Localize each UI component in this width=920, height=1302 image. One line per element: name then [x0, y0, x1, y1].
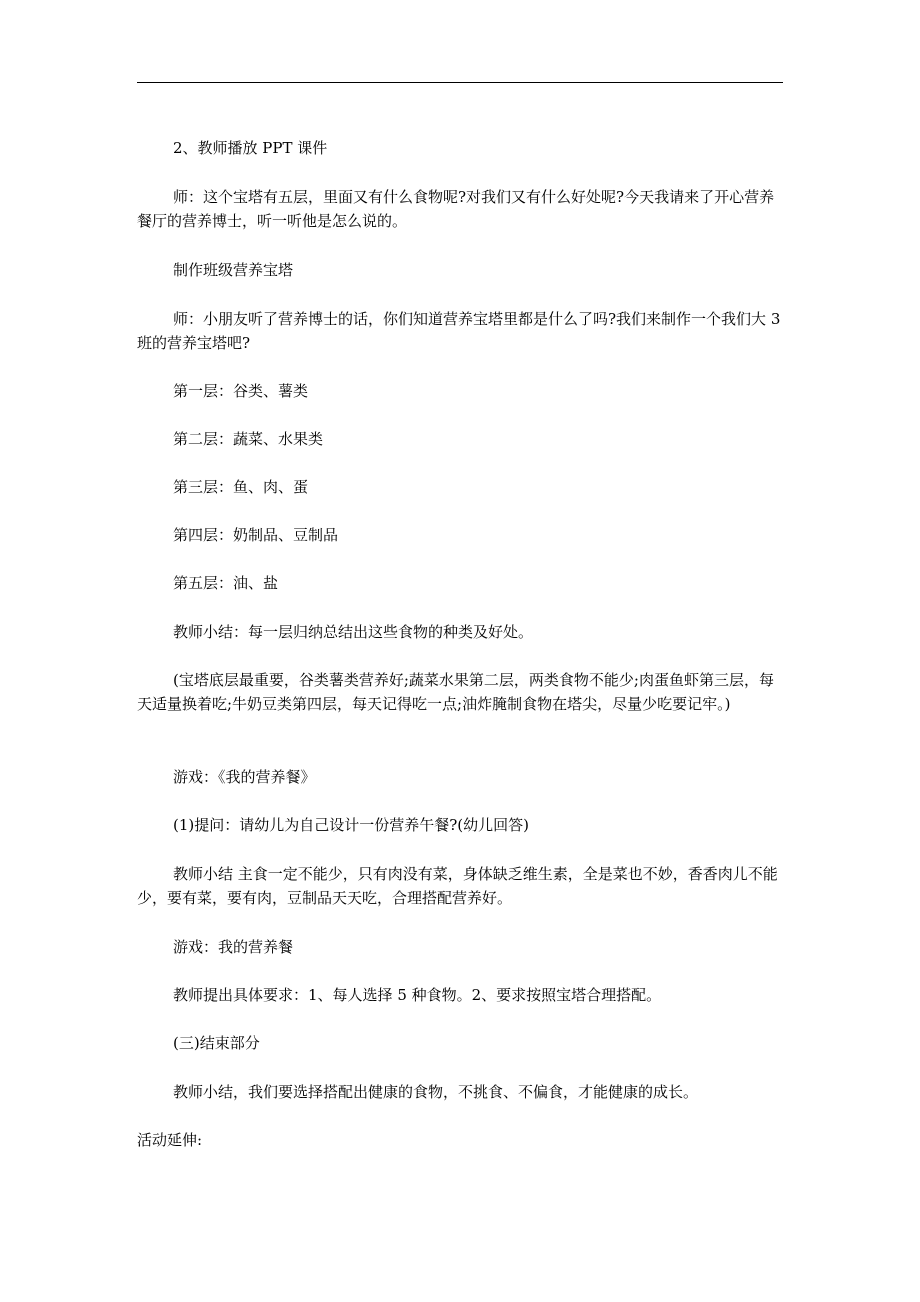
paragraph-requirements: 教师提出具体要求：1、每人选择 5 种食物。2、要求按照宝塔合理搭配。 — [173, 986, 662, 1004]
paragraph-step-2: 2、教师播放 PPT 课件 — [173, 139, 328, 157]
paragraph-summary-2: 教师小结 主食一定不能少，只有肉没有菜，身体缺乏维生素，全是菜也不妙，香香肉儿不能少，要有菜，要有肉，豆制品天天吃，合理搭配营养好。 — [137, 865, 778, 907]
paragraph-layer-3: 第三层：鱼、肉、蛋 — [173, 478, 309, 496]
header-rule — [137, 82, 783, 83]
paragraph-layer-1: 第一层：谷类、薯类 — [173, 382, 309, 400]
paragraph-teacher-question: 师：小朋友听了营养博士的话，你们知道营养宝塔里都是什么了吗?我们来制作一个我们大 3 班的营养宝塔吧? — [137, 310, 781, 352]
paragraph-closing-section: (三)结束部分 — [173, 1034, 260, 1052]
paragraph-question: (1)提问：请幼儿为自己设计一份营养午餐?(幼儿回答) — [173, 816, 529, 834]
paragraph-layer-2: 第二层：蔬菜、水果类 — [173, 430, 324, 448]
paragraph-heading-make-tower: 制作班级营养宝塔 — [173, 261, 294, 279]
paragraph-summary-3: 教师小结，我们要选择搭配出健康的食物，不挑食、不偏食，才能健康的成长。 — [173, 1083, 699, 1101]
paragraph-summary-1: 教师小结：每一层归纳总结出这些食物的种类及好处。 — [173, 623, 534, 641]
paragraph-game-title-2: 游戏：我的营养餐 — [173, 938, 294, 956]
paragraph-layer-4: 第四层：奶制品、豆制品 — [173, 526, 339, 544]
paragraph-game-title-1: 游戏：《我的营养餐》 — [173, 768, 316, 786]
paragraph-layer-5: 第五层：油、盐 — [173, 574, 279, 592]
paragraph-rhyme: (宝塔底层最重要，谷类薯类营养好;蔬菜水果第二层，两类食物不能少;肉蛋鱼虾第三层，每天适量换着吃;牛奶豆类第四层，每天记得吃一点;油炸腌制食物在塔尖，尽量少吃要记牢。) — [137, 671, 774, 713]
paragraph-teacher-intro: 师：这个宝塔有五层，里面又有什么食物呢?对我们又有什么好处呢?今天我请来了开心营养餐厅的营养博士，听一听他是怎么说的。 — [137, 188, 775, 230]
paragraph-extension: 活动延伸: — [137, 1131, 203, 1149]
